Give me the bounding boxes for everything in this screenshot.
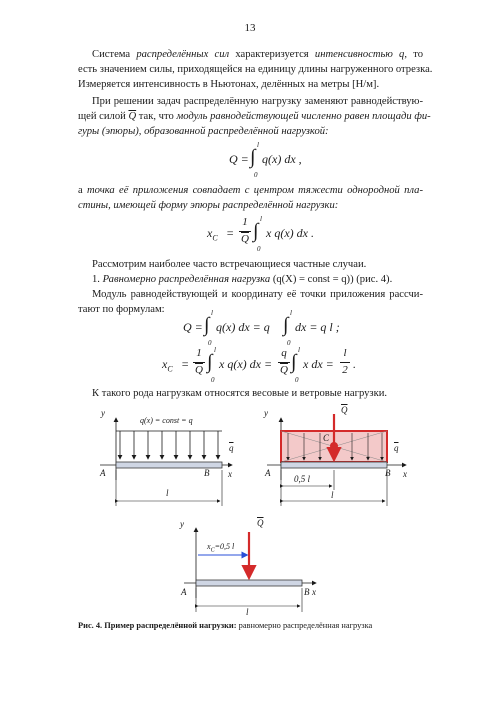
text: щей силой [78, 111, 126, 122]
label-resultant: $\overline{Q}$ [257, 518, 264, 528]
figure-caption [78, 621, 438, 630]
formula-body: x dx = [303, 357, 334, 371]
integral-sign: ∫ [283, 314, 289, 336]
formula-body: q(x) dx , [262, 152, 302, 166]
label-x: x [228, 469, 232, 479]
text: модуль равнодействующей численно равен площади фи- [176, 111, 431, 122]
text-line: При решении задач распределённую нагрузку заменяют равнодействую- [92, 96, 423, 107]
label-load: q(x) = const = q [140, 416, 193, 425]
label-q: $\overline{q}$ [394, 443, 399, 453]
integral-sign: ∫ [250, 146, 256, 168]
fraction-numerator: q [281, 347, 287, 359]
label-b: B [204, 468, 210, 478]
text-line: есть значением силы, приходящейся на единицу длины нагруженного отрезка. [78, 64, 433, 75]
integral-sign: ∫ [207, 351, 213, 373]
label-x: x [312, 587, 316, 597]
label-x: x [403, 469, 407, 479]
integral-sign: ∫ [204, 314, 210, 336]
formula-lhs: $x_C$ [207, 226, 218, 243]
label-a: A [100, 468, 106, 478]
integral-sign: ∫ [253, 220, 259, 242]
label-length: l [246, 607, 249, 617]
text: интенсивностью q [314, 49, 405, 60]
integral-upper: l [298, 346, 300, 354]
label-b: B [304, 587, 310, 597]
formula-body: x q(x) dx = [219, 357, 273, 371]
formula-body: dx = q l ; [295, 320, 340, 334]
label-length: l [331, 490, 334, 500]
integral-upper: l [214, 346, 216, 354]
text: Система [92, 49, 131, 60]
label-a: A [265, 468, 271, 478]
formula-lhs: $x_C$ [162, 357, 173, 374]
force-symbol: $\overline{Q}$ [128, 111, 137, 122]
integral-upper: l [290, 309, 292, 317]
fraction-denominator: $\overline{Q}$ [280, 364, 288, 376]
text: (q(X) = const = q)) (рис. 4). [272, 274, 393, 285]
label-a: A [181, 587, 187, 597]
formula-body: q(x) dx = q [216, 320, 270, 334]
page-number: 13 [244, 22, 256, 34]
caption-title: Рис. 4. Пример распределённой нагрузки: [78, 621, 237, 630]
fraction-denominator: 2 [342, 364, 348, 376]
equals: = [226, 226, 235, 240]
text: точка её приложения совпадает с центром тяжести однородной пла- [87, 185, 423, 196]
text: характеризуется [235, 49, 309, 60]
label-length: l [166, 488, 169, 498]
label-q: $\overline{q}$ [229, 443, 234, 453]
text: а [78, 185, 83, 196]
text-line: Модуль равнодействующей и координату её точки приложения рассчи- [92, 289, 423, 300]
integral-lower: 0 [287, 339, 291, 347]
text: 1. [92, 274, 100, 285]
formula-body: x q(x) dx . [266, 226, 314, 240]
text-line: Рассмотрим наиболее часто встречающиеся частные случаи. [92, 259, 367, 270]
label-center: C [323, 433, 330, 443]
equals: = [181, 357, 190, 371]
text-line: Измеряется интенсивность в Ньютонах, делённых на метры [Н/м]. [78, 79, 380, 90]
fraction-numerator: 1 [196, 347, 202, 359]
fraction-denominator: $\overline{Q}$ [195, 364, 203, 376]
formula-lhs: Q = [183, 320, 203, 334]
integral-lower: 0 [254, 171, 258, 179]
integral-lower: 0 [257, 245, 261, 253]
integral-lower: 0 [295, 376, 299, 384]
label-y: y [180, 519, 184, 529]
text: Равномерно распределённая нагрузка [102, 274, 271, 285]
integral-upper: l [260, 215, 262, 223]
label-y: y [264, 408, 268, 418]
fraction-numerator: 1 [242, 216, 248, 228]
integral-upper: l [257, 141, 259, 149]
text: , то [404, 49, 424, 60]
text-line: К такого рода нагрузкам относятся весовые и ветровые нагрузки. [92, 388, 388, 399]
integral-lower: 0 [208, 339, 212, 347]
integral-lower: 0 [211, 376, 215, 384]
text: распределённых сил [136, 49, 230, 60]
text: стины, имеющей форму эпюры распределённой нагрузки: [78, 200, 339, 211]
label-xc: $x_C=0,5$ l [207, 542, 235, 554]
formula-end: . [353, 357, 356, 371]
text: гуры (эпюры), образованной распределённой нагрузкой: [78, 126, 329, 137]
caption-text: равномерно распределённая нагрузка [236, 621, 373, 630]
text: так, что [138, 111, 174, 122]
fraction-numerator: l [343, 347, 347, 359]
label-y: y [101, 408, 105, 418]
fraction-denominator: $\overline{Q}$ [241, 233, 249, 245]
formula-lhs: Q = [229, 152, 249, 166]
integral-sign: ∫ [291, 351, 297, 373]
label-half-length: 0,5 l [294, 474, 311, 484]
label-resultant: $\overline{Q}$ [341, 405, 348, 415]
text-line: тают по формулам: [78, 304, 165, 315]
label-b: B [385, 468, 391, 478]
integral-upper: l [211, 309, 213, 317]
